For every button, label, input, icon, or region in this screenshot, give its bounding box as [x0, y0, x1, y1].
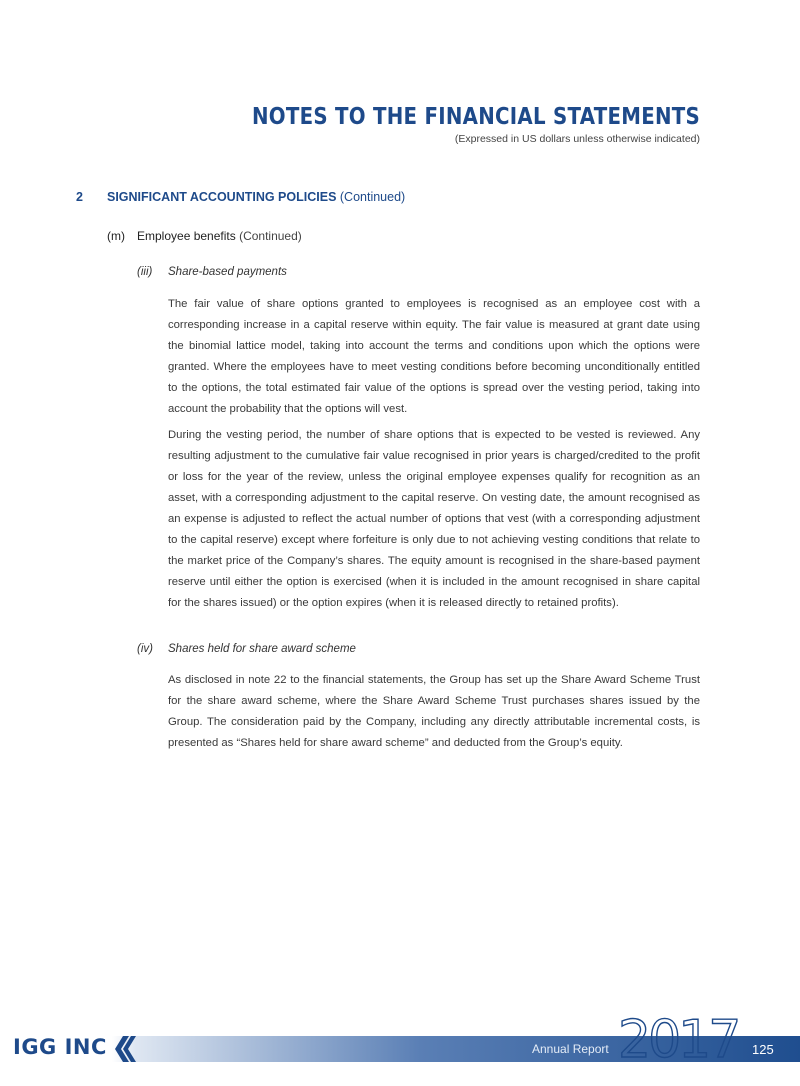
item-tag: (iii) [137, 266, 153, 278]
report-year: 2017 [618, 1010, 739, 1070]
subsection-continued: (Continued) [239, 229, 302, 243]
page-number: 125 [752, 1042, 774, 1057]
item-title: Share-based payments [168, 266, 287, 278]
subsection-heading [107, 229, 302, 243]
company-logo: IGG INC [13, 1035, 107, 1059]
section-number: 2 [76, 190, 83, 204]
paragraph-share-award-scheme: As disclosed in note 22 to the financial statements, the Group has set up the Share Award Scheme Trust for the share award scheme, where the Share Award Scheme Trust purchases shares issued by the Group. The consideration paid by the Company, including any directly attributable incremental costs, is presented as “Shares held for share award scheme” and deducted from the Group’s equity. [168, 674, 700, 749]
annual-report-label: Annual Report [532, 1042, 609, 1056]
paragraph-share-options-fair-value: The fair value of share options granted to employees is recognised as an employee cost with a corresponding increase in a capital reserve within equity. The fair value is measured at grant date using the binomial lattice model, taking into account the terms and conditions upon which the options were granted. Where the employees have to meet vesting conditions before becoming unconditionally entitled to the options, the total estimated fair value of the options is spread over the vesting period, taking into account the probability that the options will vest. [168, 298, 700, 415]
item-heading-iii [137, 266, 287, 278]
subsection-title: Employee benefits [137, 229, 236, 243]
page-subtitle: (Expressed in US dollars unless otherwise indicated) [454, 133, 700, 145]
page-title: NOTES TO THE FINANCIAL STATEMENTS [251, 104, 700, 130]
item-title: Shares held for share award scheme [168, 643, 356, 655]
item-tag: (iv) [137, 643, 153, 655]
chevron-left-icon [114, 1036, 136, 1062]
section-continued: (Continued) [339, 190, 406, 204]
section-title: SIGNIFICANT ACCOUNTING POLICIES [107, 190, 337, 204]
section-heading [76, 190, 405, 204]
item-heading-iv [137, 643, 356, 655]
paragraph-vesting-period: During the vesting period, the number of share options that is expected to be vested is reviewed. Any resulting adjustment to the cumulative fair value recognised in prior years is charged/credited to the profit or loss for the year of the review, unless the original employee expenses qualify for recognition as an asset, with a corresponding adjustment to the capital reserve. On vesting date, the amount recognised as an expense is adjusted to reflect the actual number of options that vest (with a corresponding adjustment to the capital reserve) except where forfeiture is only due to not achieving vesting conditions that relate to the market price of the Company’s shares. The equity amount is recognised in the share-based payment reserve until either the option is exercised (when it is included in the amount recognised in share capital for the shares issued) or the option expires (when it is released directly to retained profits). [168, 429, 700, 609]
subsection-tag: (m) [107, 229, 125, 243]
